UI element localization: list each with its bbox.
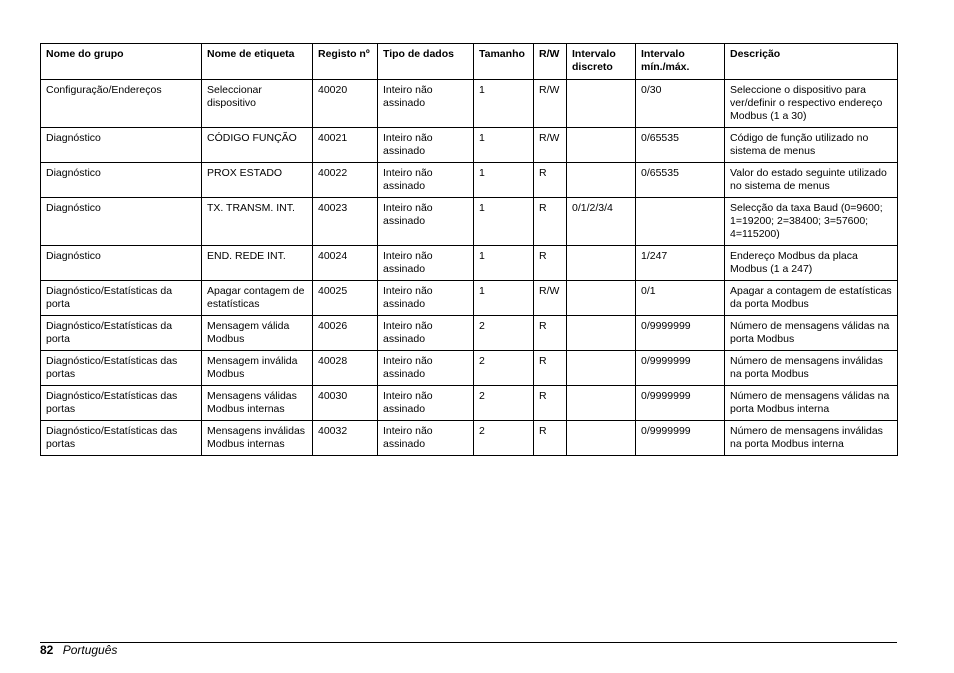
table-row (41, 351, 898, 386)
cell-data-type: Inteiro não assinado (378, 198, 474, 246)
cell-read-write: R (534, 421, 567, 456)
column-header-description: Descrição (725, 44, 898, 80)
cell-read-write: R/W (534, 80, 567, 128)
cell-data-type: Inteiro não assinado (378, 421, 474, 456)
cell-discrete-range (567, 351, 636, 386)
cell-register-number: 40026 (313, 316, 378, 351)
cell-read-write: R (534, 386, 567, 421)
cell-data-type: Inteiro não assinado (378, 80, 474, 128)
cell-group-name: Diagnóstico/Estatísticas das portas (41, 386, 202, 421)
cell-min-max-range: 0/65535 (636, 163, 725, 198)
cell-min-max-range: 0/9999999 (636, 351, 725, 386)
cell-description: Número de mensagens válidas na porta Modbus (725, 316, 898, 351)
cell-data-type: Inteiro não assinado (378, 386, 474, 421)
footer-divider (40, 642, 897, 643)
cell-description: Número de mensagens válidas na porta Modbus interna (725, 386, 898, 421)
cell-read-write: R/W (534, 128, 567, 163)
cell-register-number: 40020 (313, 80, 378, 128)
column-header-group-name: Nome do grupo (41, 44, 202, 80)
cell-group-name: Diagnóstico/Estatísticas das portas (41, 421, 202, 456)
cell-size: 1 (474, 80, 534, 128)
cell-group-name: Diagnóstico (41, 163, 202, 198)
cell-read-write: R (534, 316, 567, 351)
cell-tag-name: Mensagens válidas Modbus internas (202, 386, 313, 421)
cell-register-number: 40021 (313, 128, 378, 163)
table-row (41, 281, 898, 316)
cell-min-max-range: 0/9999999 (636, 386, 725, 421)
cell-size: 1 (474, 128, 534, 163)
cell-discrete-range (567, 316, 636, 351)
cell-tag-name: Mensagens inválidas Modbus internas (202, 421, 313, 456)
cell-discrete-range (567, 80, 636, 128)
cell-data-type: Inteiro não assinado (378, 163, 474, 198)
table-row (41, 421, 898, 456)
modbus-register-table (40, 43, 898, 456)
cell-tag-name: Apagar contagem de estatísticas (202, 281, 313, 316)
cell-description: Endereço Modbus da placa Modbus (1 a 247) (725, 246, 898, 281)
cell-data-type: Inteiro não assinado (378, 316, 474, 351)
cell-group-name: Diagnóstico/Estatísticas da porta (41, 281, 202, 316)
cell-min-max-range: 0/1 (636, 281, 725, 316)
cell-description: Selecção da taxa Baud (0=9600; 1=19200; 2=38400; 3=57600; 4=115200) (725, 198, 898, 246)
cell-data-type: Inteiro não assinado (378, 281, 474, 316)
page-footer (40, 643, 117, 658)
cell-min-max-range: 0/9999999 (636, 421, 725, 456)
column-header-tag-name: Nome de etiqueta (202, 44, 313, 80)
cell-group-name: Diagnóstico (41, 246, 202, 281)
cell-tag-name: Mensagem válida Modbus (202, 316, 313, 351)
column-header-size: Tamanho (474, 44, 534, 80)
cell-tag-name: CÓDIGO FUNÇÃO (202, 128, 313, 163)
table-body (41, 80, 898, 456)
cell-discrete-range (567, 128, 636, 163)
cell-tag-name: TX. TRANSM. INT. (202, 198, 313, 246)
cell-register-number: 40032 (313, 421, 378, 456)
cell-read-write: R (534, 351, 567, 386)
cell-size: 2 (474, 316, 534, 351)
cell-group-name: Configuração/Endereços (41, 80, 202, 128)
page-number: 82 (40, 643, 54, 657)
cell-tag-name: Seleccionar dispositivo (202, 80, 313, 128)
cell-min-max-range: 0/65535 (636, 128, 725, 163)
cell-data-type: Inteiro não assinado (378, 128, 474, 163)
cell-register-number: 40024 (313, 246, 378, 281)
cell-description: Apagar a contagem de estatísticas da porta Modbus (725, 281, 898, 316)
cell-size: 1 (474, 198, 534, 246)
cell-tag-name: PROX ESTADO (202, 163, 313, 198)
column-header-min-max-range: Intervalo mín./máx. (636, 44, 725, 80)
table-row (41, 198, 898, 246)
cell-description: Seleccione o dispositivo para ver/definir o respectivo endereço Modbus (1 a 30) (725, 80, 898, 128)
table-row (41, 386, 898, 421)
cell-register-number: 40030 (313, 386, 378, 421)
cell-description: Número de mensagens inválidas na porta Modbus (725, 351, 898, 386)
table-row (41, 163, 898, 198)
cell-data-type: Inteiro não assinado (378, 246, 474, 281)
column-header-register-number: Registo nº (313, 44, 378, 80)
cell-tag-name: Mensagem inválida Modbus (202, 351, 313, 386)
column-header-read-write: R/W (534, 44, 567, 80)
cell-group-name: Diagnóstico/Estatísticas da porta (41, 316, 202, 351)
cell-register-number: 40028 (313, 351, 378, 386)
cell-size: 1 (474, 163, 534, 198)
cell-group-name: Diagnóstico (41, 128, 202, 163)
cell-size: 2 (474, 351, 534, 386)
cell-read-write: R (534, 198, 567, 246)
cell-data-type: Inteiro não assinado (378, 351, 474, 386)
cell-min-max-range (636, 198, 725, 246)
table-row (41, 80, 898, 128)
cell-group-name: Diagnóstico (41, 198, 202, 246)
cell-register-number: 40022 (313, 163, 378, 198)
column-header-discrete-range: Intervalo discreto (567, 44, 636, 80)
cell-size: 2 (474, 386, 534, 421)
cell-description: Valor do estado seguinte utilizado no sistema de menus (725, 163, 898, 198)
cell-size: 1 (474, 281, 534, 316)
cell-size: 2 (474, 421, 534, 456)
table-row (41, 128, 898, 163)
cell-register-number: 40025 (313, 281, 378, 316)
cell-group-name: Diagnóstico/Estatísticas das portas (41, 351, 202, 386)
cell-description: Código de função utilizado no sistema de menus (725, 128, 898, 163)
cell-read-write: R (534, 163, 567, 198)
cell-size: 1 (474, 246, 534, 281)
cell-read-write: R/W (534, 281, 567, 316)
table-header (41, 44, 898, 80)
cell-min-max-range: 1/247 (636, 246, 725, 281)
cell-min-max-range: 0/9999999 (636, 316, 725, 351)
cell-discrete-range: 0/1/2/3/4 (567, 198, 636, 246)
cell-min-max-range: 0/30 (636, 80, 725, 128)
cell-read-write: R (534, 246, 567, 281)
cell-discrete-range (567, 281, 636, 316)
cell-discrete-range (567, 421, 636, 456)
table-row (41, 316, 898, 351)
footer-language: Português (62, 643, 118, 657)
cell-discrete-range (567, 386, 636, 421)
cell-discrete-range (567, 163, 636, 198)
cell-register-number: 40023 (313, 198, 378, 246)
cell-tag-name: END. REDE INT. (202, 246, 313, 281)
cell-description: Número de mensagens inválidas na porta Modbus interna (725, 421, 898, 456)
header-row (41, 44, 898, 80)
table-row (41, 246, 898, 281)
column-header-data-type: Tipo de dados (378, 44, 474, 80)
cell-discrete-range (567, 246, 636, 281)
